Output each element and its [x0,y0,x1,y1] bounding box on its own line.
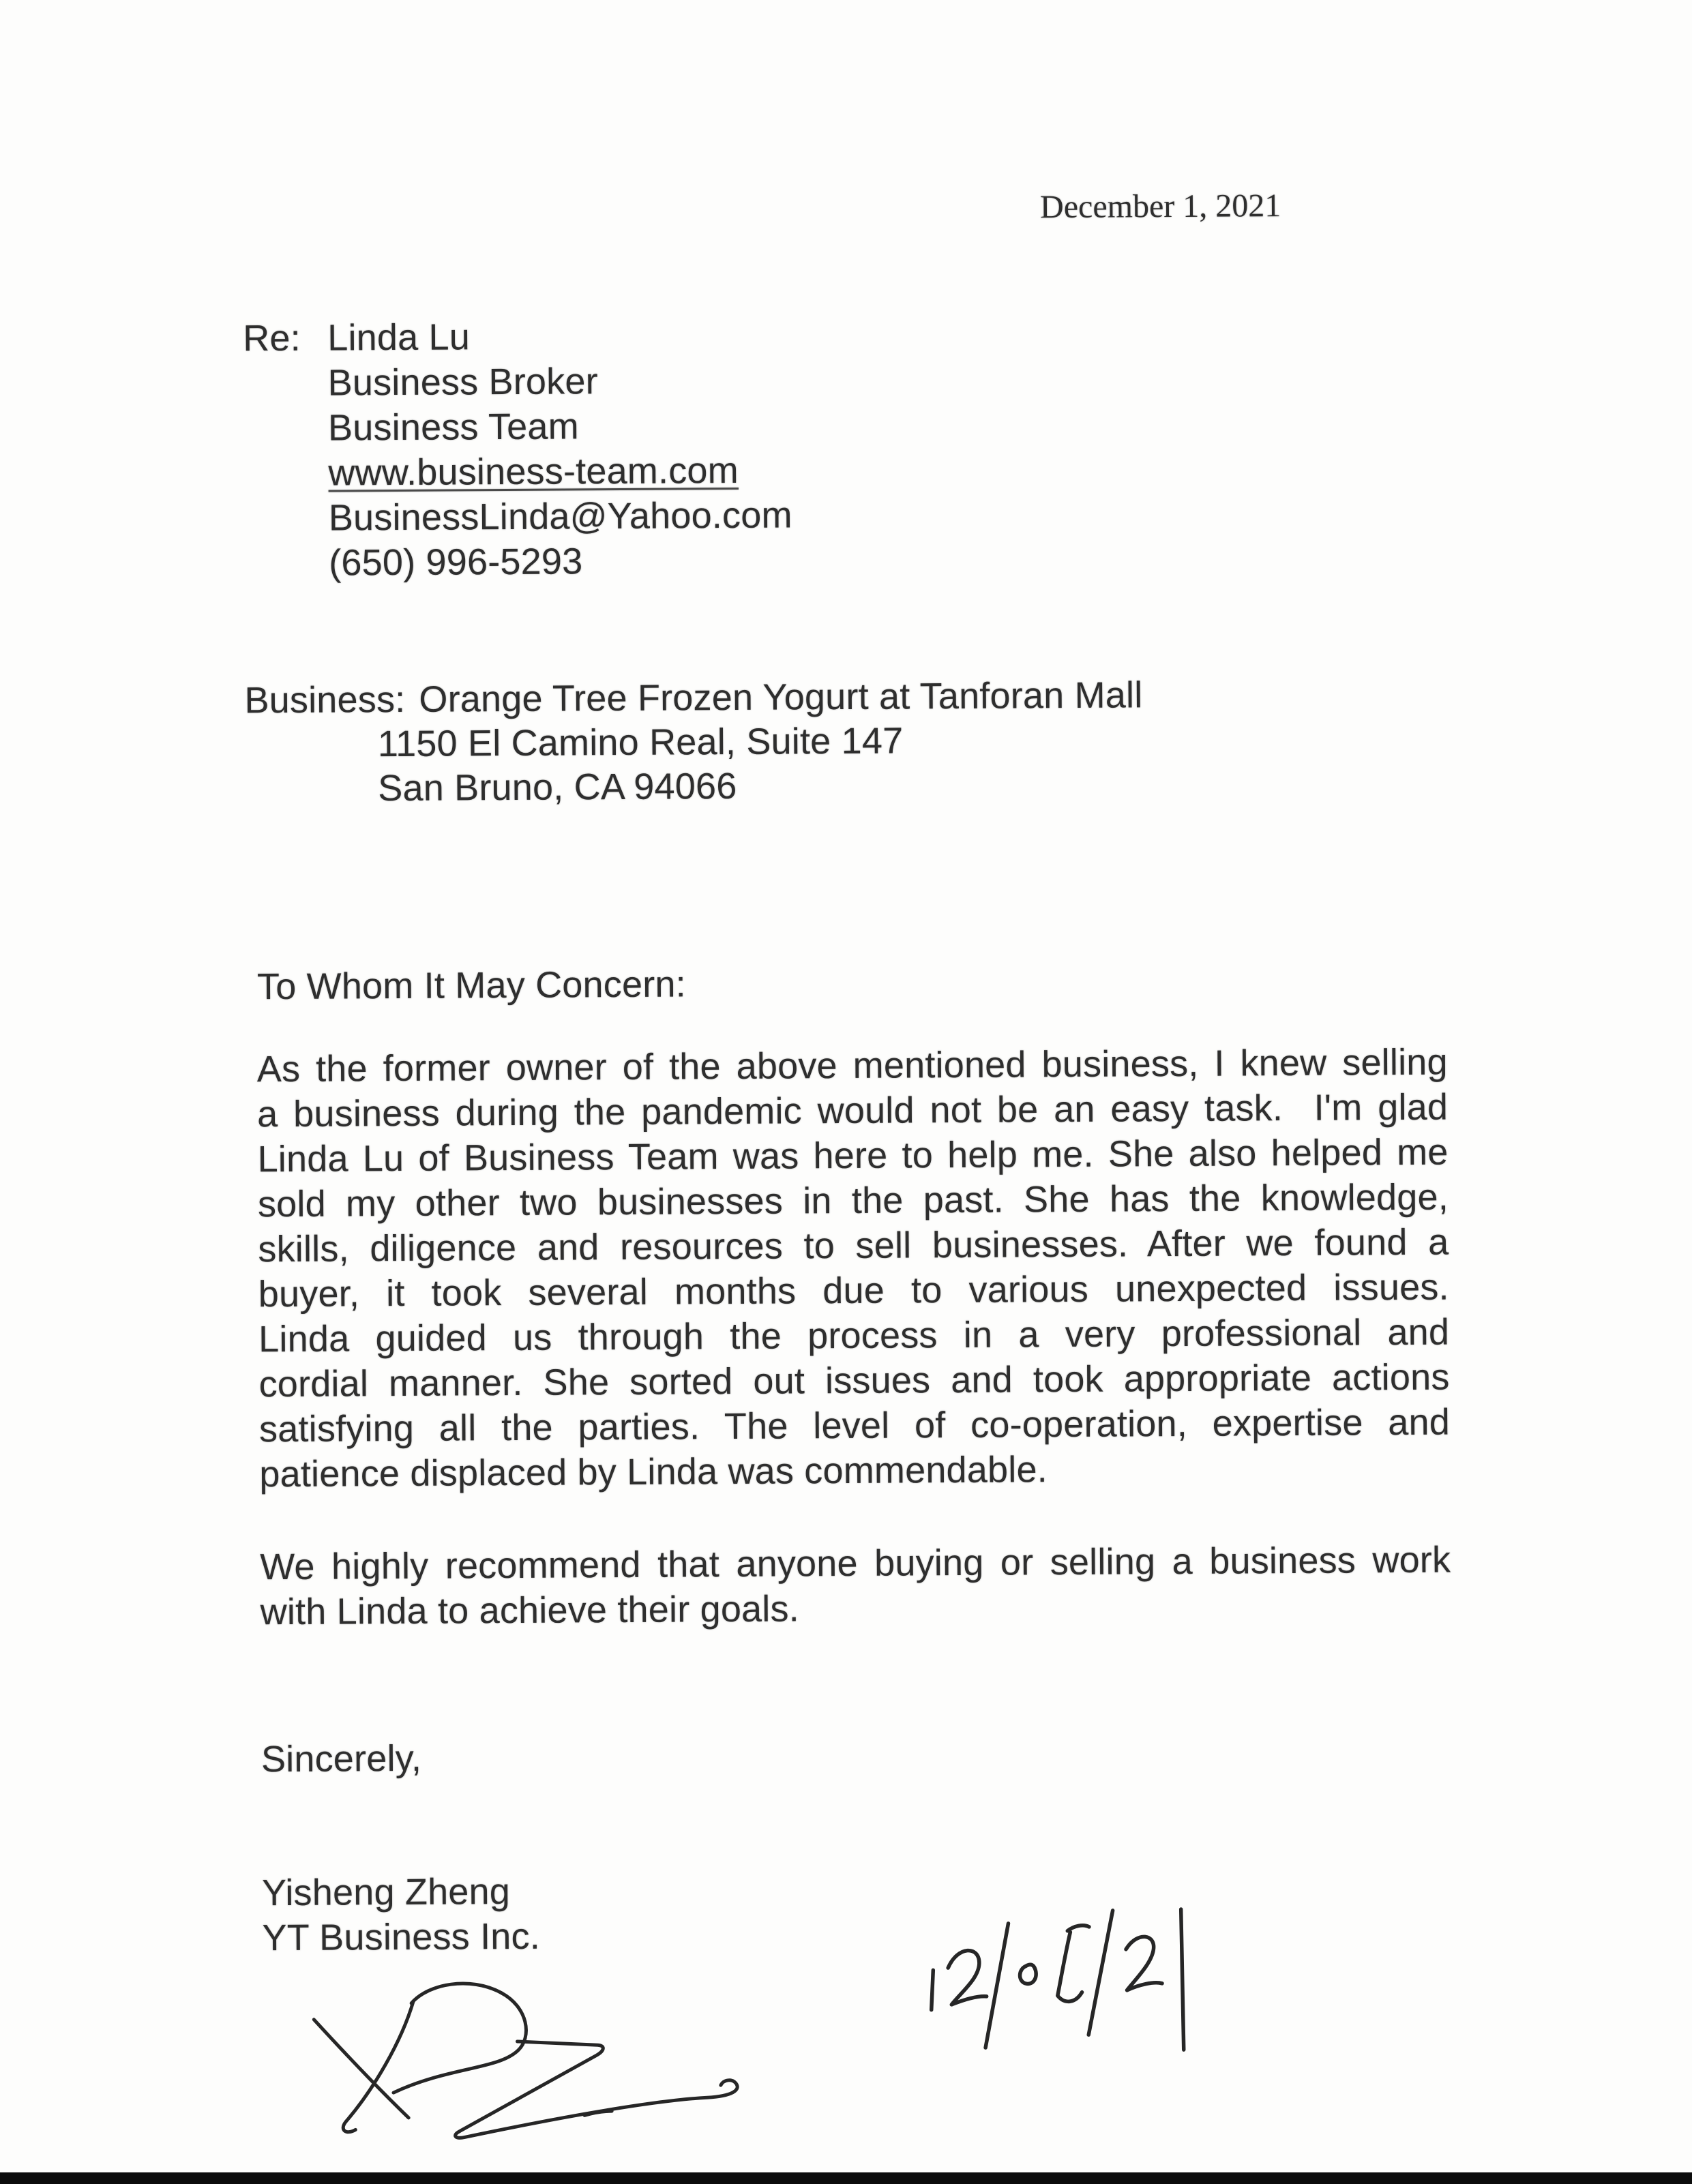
salutation: To Whom It May Concern: [256,963,687,1008]
handwritten-digit-1 [1176,1909,1189,2050]
handwritten-slash [1082,1911,1120,2035]
date-line: December 1, 2021 [1039,188,1281,226]
paragraph-line: As the former owner of the above mentioned business, I knew selling [256,1041,1448,1090]
handwritten-digit-5 [1067,1925,1089,1931]
paragraph-line: a business during the pandemic would not be an easy task. I'm glad [257,1086,1449,1135]
business-line [244,673,1142,723]
re-contact-name: Linda Lu [327,316,471,359]
signer-company: YT Business Inc. [262,1915,541,1959]
paragraph-line: satisfying all the parties. The level of co-operation, expertise and [258,1401,1451,1450]
re-contact-role: Business Broker [327,361,598,404]
signer-block [262,1869,540,1960]
paragraph-line: patience displaced by Linda was commendable. [259,1449,1048,1495]
re-block [243,312,792,586]
re-website-link[interactable]: www.business-team.com [328,449,739,494]
body-paragraph-1 [257,1040,1451,1497]
handwritten-digit-1 [929,1970,935,2009]
business-block [244,673,1143,811]
handwritten-signature [292,1963,771,2144]
scan-edge-artifact [0,2172,1692,2184]
signature-stroke [393,1983,526,2093]
paragraph-line: with Linda to achieve their goals. [260,1588,800,1633]
handwritten-digit-5 [1054,1932,1082,2002]
handwritten-digit-2 [947,1949,987,2005]
paragraph-line: Linda Lu of Business Team was here to help me. She also helped me [257,1131,1449,1180]
business-label: Business: [244,678,406,721]
re-contact-company: Business Team [327,406,580,449]
business-address-line2: San Bruno, CA 94066 [378,765,737,809]
handwritten-date [915,1893,1217,2080]
signature-stroke [455,2040,738,2138]
handwritten-slash [979,1924,1015,2048]
handwritten-digit-0 [1020,1964,1037,1984]
paragraph-line: buyer, it took several months due to various unexpected issues. [258,1266,1449,1315]
paragraph-line: cordial manner. She sorted out issues and took appropriate actions [258,1356,1450,1405]
business-name: Orange Tree Frozen Yogurt at Tanforan Mall [419,674,1143,720]
paragraph-line: skills, diligence and resources to sell businesses. After we found a [258,1221,1449,1270]
re-label: Re: [243,317,301,359]
paragraph-line: We highly recommend that anyone buying or selling a business work [260,1539,1451,1588]
paragraph-line: sold my other two businesses in the past. She has the knowledge, [257,1176,1449,1225]
re-contact-email: BusinessLinda@Yahoo.com [328,494,792,539]
signer-name: Yisheng Zheng [261,1871,511,1914]
body-paragraph-2 [260,1538,1451,1635]
closing: Sincerely, [261,1737,422,1780]
paragraph-line: Linda guided us through the process in a very professional and [258,1311,1450,1360]
business-address-line1: 1150 El Camino Real, Suite 147 [377,720,904,765]
re-contact-phone: (650) 996-5293 [329,541,583,584]
handwritten-digit-2 [1124,1936,1162,1990]
